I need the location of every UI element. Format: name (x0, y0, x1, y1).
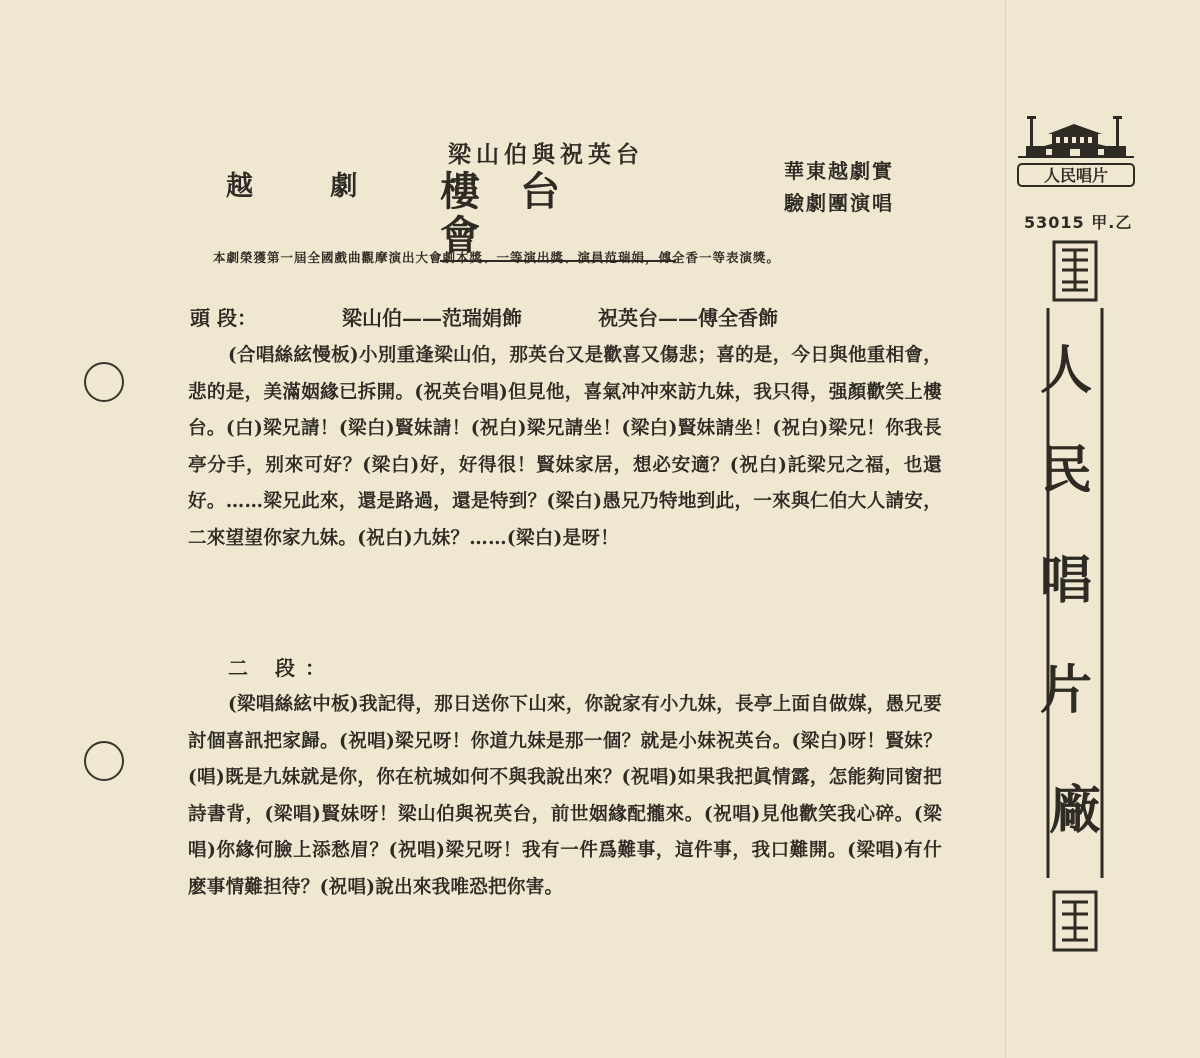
play-title: 樓台會 (440, 170, 676, 262)
vertical-brand (1040, 238, 1110, 958)
award-note: 本劇榮獲第一屆全國戲曲觀摩演出大會劇本獎、一等演出獎、演員范瑞娟，傅全香一等表演獎。 (213, 250, 781, 265)
performer-credit (784, 155, 894, 219)
performer-line-1: 華東越劇實 (784, 159, 894, 183)
section-2-text (188, 687, 942, 906)
performer-line-2: 驗劇團演唱 (784, 191, 894, 215)
cast-liang: 梁山伯——范瑞娟飾 (342, 306, 522, 330)
genre-label: 越 劇 (226, 171, 392, 202)
logo-text: 人民唱片 (1043, 166, 1109, 185)
section-2-label: 二 段： (228, 656, 335, 680)
section-1-body: (合唱絲絃慢板)小別重逢梁山伯，那英台又是歡喜又傷悲；喜的是，今日與他重相會，悲的是，美滿姻緣已拆開。(祝英台唱)但見他，喜氣冲冲來訪九妹，我只得，强顏歡笑上樓台。(白)梁兄請！(梁白)賢妹請！(祝白)梁兄請坐！(梁白)賢妹請坐！(祝白)梁兄！你我長亭分手，别來可好？(梁白)好，好得很！賢妹家居，想必安適？(祝白)託梁兄之福，也還好。……梁兄此來，還是路過，還是特到？(梁白)愚兄乃特地到此，一來與仁伯大人請安，二來望望你家九妹。(祝白)九妹？……(梁白)是呀！ (188, 345, 942, 549)
section-2-body: (梁唱絲絃中板)我記得，那日送你下山來，你說家有小九妹，長亭上面自做媒，愚兄要討個喜訊把家歸。(祝唱)梁兄呀！你道九妹是那一個？就是小妹祝英台。(梁白)呀！賢妹？(唱)既是九妹就是你，你在杭城如何不與我說出來？(祝唱)如果我把眞情露，怎能夠同窗把詩書背，(梁唱)賢妹呀！梁山伯與祝英台，前世姻緣配攏來。(祝唱)見他歡笑我心碎。(梁唱)你緣何臉上添愁眉？(祝唱)梁兄呀！我有一件爲難事，這件事，我口難開。(梁唱)有什麽事情難担待？(祝唱)說出來我唯恐把你害。 (188, 694, 942, 898)
vertical-brand-text: 人 民 唱 片 廠 (1040, 340, 1102, 841)
cast-zhu: 祝英台——傅全香飾 (598, 306, 778, 330)
section-1-label: 頭 段： (190, 306, 257, 330)
tiananmen-icon (1016, 112, 1136, 192)
play-subtitle: 梁山伯與祝英台 (448, 141, 644, 168)
gate-tower-logo (1016, 112, 1136, 192)
fold-line (1005, 0, 1006, 1058)
punch-hole-top (84, 362, 124, 402)
punch-hole-bottom (84, 741, 124, 781)
catalog-number: 53015 甲.乙 (1024, 213, 1133, 232)
section-1-text (188, 338, 942, 557)
